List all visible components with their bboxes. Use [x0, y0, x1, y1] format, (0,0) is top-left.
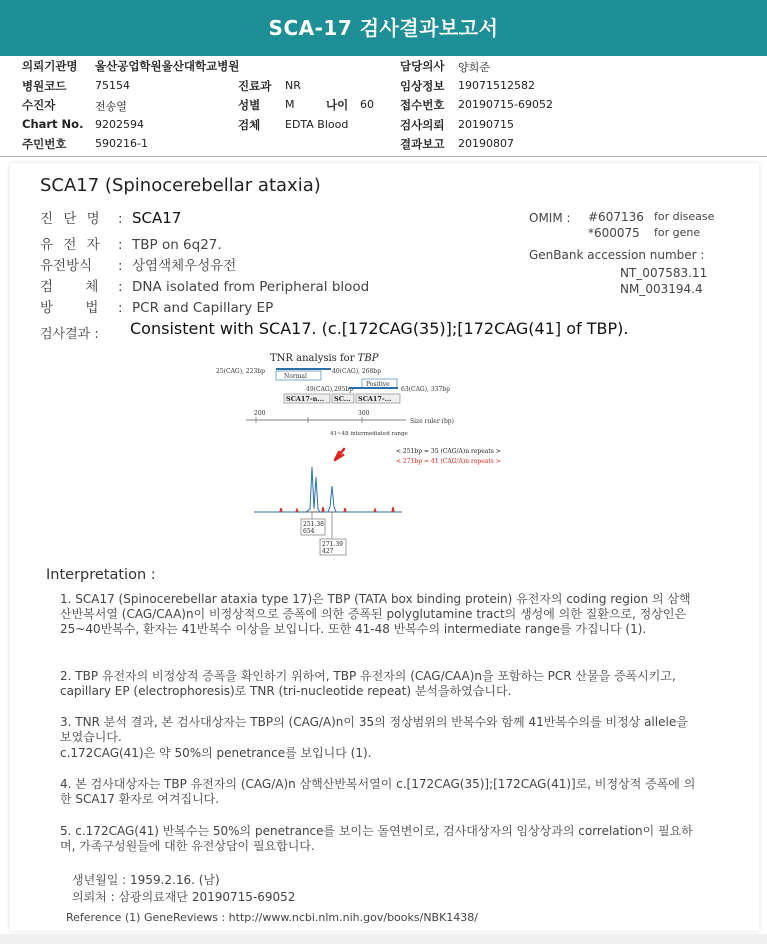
figure-title: TNR analysis for TBP — [270, 353, 379, 364]
tick-300: 300 — [358, 410, 370, 417]
request-label: 검사의뢰 — [400, 118, 445, 132]
omim-gene-note: for gene — [654, 226, 701, 239]
report-value: 20190807 — [458, 137, 514, 150]
ruler-label: Size ruler (bp) — [410, 418, 454, 425]
trace-line — [254, 467, 402, 512]
interpretation-para-4: 4. 본 검사대상자는 TBP 유전자의 (CAG/A)n 삼핵산반복서열이 c.[172CAG(35)];[172CAG(41)]로, 비정상적 증폭에 의한 SCA17 환자로 여겨집니다. — [60, 777, 696, 806]
gene-row: 유 전 자 : TBP on 6q27. — [40, 233, 222, 253]
dept-label: 진료과 — [238, 79, 272, 93]
patient-header — [0, 56, 767, 157]
dept-value: NR — [285, 79, 301, 92]
doctor-value: 양희준 — [458, 61, 490, 74]
legend-1: < 251bp = 35 (CAG/A)n repeats > — [396, 448, 501, 455]
hospital-code-value: 75154 — [95, 79, 130, 92]
omim-disease-note: for disease — [654, 210, 715, 223]
figure-left-mid: 49(CAG),295bp — [306, 386, 354, 393]
footer-requester: 의뢰처 : 삼광의료재단 20190715-69052 — [72, 890, 296, 904]
age-value: 60 — [360, 98, 374, 111]
diagnosis-row: 진 단 명 : SCA17 — [40, 209, 182, 227]
clinical-value: 19071512582 — [458, 79, 535, 92]
peak2-height: 427 — [322, 548, 334, 555]
specimen-row: 검 체 : DNA isolated from Peripheral blood — [40, 275, 369, 295]
report-specimen-value: DNA isolated from Peripheral blood — [132, 279, 370, 295]
result-label: 검사결과 : — [40, 327, 99, 342]
receipt-value: 20190715-69052 — [458, 98, 553, 111]
report-specimen-label: 검 체 — [40, 279, 113, 295]
method-row: 방 법 : PCR and Capillary EP — [40, 296, 273, 316]
chip-1-label: SCA17-n... — [286, 395, 325, 403]
specimen-value: EDTA Blood — [285, 118, 349, 131]
figure-right-mid: 63(CAG), 337bp — [401, 386, 450, 393]
page-bottom-strip — [0, 934, 767, 944]
hospital-code-label: 병원코드 — [22, 79, 67, 93]
figure-right-top: 40(CAG), 268bp — [332, 368, 381, 375]
intermediate-label: 41~48 intermediated range — [330, 431, 408, 437]
peak1-height: 654 — [303, 528, 315, 535]
trace-noise — [280, 507, 394, 512]
report-label: 결과보고 — [400, 137, 445, 151]
specimen-label: 검체 — [238, 118, 261, 132]
peak1-size: 251.38 — [303, 521, 324, 528]
tnr-figure — [206, 349, 536, 559]
patient-value: 전송열 — [95, 100, 127, 113]
red-arrow-icon — [335, 449, 344, 460]
gene-label: 유 전 자 — [40, 237, 103, 253]
method-value: PCR and Capillary EP — [132, 300, 274, 316]
figure-normal: Normal — [284, 373, 307, 380]
tick-200: 200 — [254, 410, 266, 417]
interpretation-para-3b: c.172CAG(41)은 약 50%의 penetrance를 보입니다 (1). — [60, 746, 372, 760]
receipt-label: 접수번호 — [400, 98, 445, 112]
chip-2-label: SC... — [334, 395, 351, 403]
method-label: 방 법 — [40, 300, 113, 316]
footer-birth: 생년월일 : 1959.2.16. (남) — [72, 873, 220, 887]
gene-value: TBP on 6q27. — [132, 237, 222, 253]
figure-positive: Positive — [366, 381, 390, 388]
interpretation-title: Interpretation : — [46, 567, 156, 583]
patient-label: 수진자 — [22, 98, 56, 112]
report-banner-title: SCA-17 검사결과보고서 — [0, 0, 767, 56]
figure-left-top: 25(CAG), 223bp — [216, 368, 265, 375]
genbank-label: GenBank accession number : — [529, 248, 705, 262]
diagnosis-label: 진 단 명 — [40, 211, 103, 227]
request-value: 20190715 — [458, 118, 514, 131]
sex-value: M — [285, 98, 295, 111]
interpretation-para-5: 5. c.172CAG(41) 반복수는 50%의 penetrance를 보이는 돌연변이로, 검사대상자의 임상상과의 correlation이 필요하며, 가족구성원들에 대한 유전상담이 필요합니다. — [60, 824, 693, 853]
omim-gene: *600075 — [588, 226, 640, 240]
interpretation-para-2: 2. TBP 유전자의 비정상적 증폭을 확인하기 위하여, TBP 유전자의 (CAG/CAA)n을 포함하는 PCR 산물을 증폭시키고, capillary EP (electrophoresis)로 TNR (tri-nucleotide repeat) 분석을하였습니다. — [60, 669, 676, 698]
peak2-size: 271.39 — [322, 541, 343, 548]
inheritance-value: 상염색체우성유전 — [132, 258, 237, 274]
id-value: 590216-1 — [95, 137, 148, 150]
chip-3-label: SCA17-... — [358, 395, 392, 403]
omim-disease: #607136 — [588, 210, 644, 224]
genbank-1: NT_007583.11 — [620, 266, 708, 280]
institution-value: 울산공업학원울산대학교병원 — [95, 59, 240, 73]
chart-value: 9202594 — [95, 118, 144, 131]
doctor-label: 담당의사 — [400, 59, 445, 73]
clinical-label: 임상정보 — [400, 79, 445, 93]
interpretation-para-1: 1. SCA17 (Spinocerebellar ataxia type 17)은 TBP (TATA box binding protein) 유전자의 coding region 의 삼핵산반복서열 (CAG/CAA)n이 비정상적으로 증폭에 의한 증폭된 polyglutamine tract의 생성에 의한 질환으로, 정상인은 25~40반복수, 환자는 41반복수 이상을 보입니다. 또한 41-48 반복수의 intermediate range를 가집니다 (1). — [60, 592, 691, 636]
chart-label: Chart No. — [22, 117, 84, 131]
sex-label: 성별 — [238, 98, 261, 112]
legend-2: < 271bp = 41 (CAG/A)n repeats > — [396, 458, 501, 465]
institution-label: 의뢰기관명 — [22, 59, 78, 73]
footer-reference: Reference (1) GeneReviews : http://www.ncbi.nlm.nih.gov/books/NBK1438/ — [66, 911, 479, 924]
report-title: SCA17 (Spinocerebellar ataxia) — [40, 175, 321, 196]
omim-label: OMIM : — [529, 211, 571, 225]
inheritance-row: 유전방식 : 상염색체우성유전 — [40, 254, 236, 274]
genbank-2: NM_003194.4 — [620, 282, 703, 296]
interpretation-para-3a: 3. TNR 분석 결과, 본 검사대상자는 TBP의 (CAG/A)n이 35의 정상범위의 반복수와 함께 41반복수의를 비정상 allele을 보였습니다. — [60, 715, 688, 744]
report-card — [10, 163, 759, 931]
inheritance-label: 유전방식 — [40, 258, 93, 274]
age-label: 나이 — [326, 98, 349, 112]
result-value: Consistent with SCA17. (c.[172CAG(35)];[172CAG(41] of TBP). — [130, 319, 629, 338]
diagnosis-value: SCA17 — [132, 209, 182, 227]
id-label: 주민번호 — [22, 137, 67, 151]
